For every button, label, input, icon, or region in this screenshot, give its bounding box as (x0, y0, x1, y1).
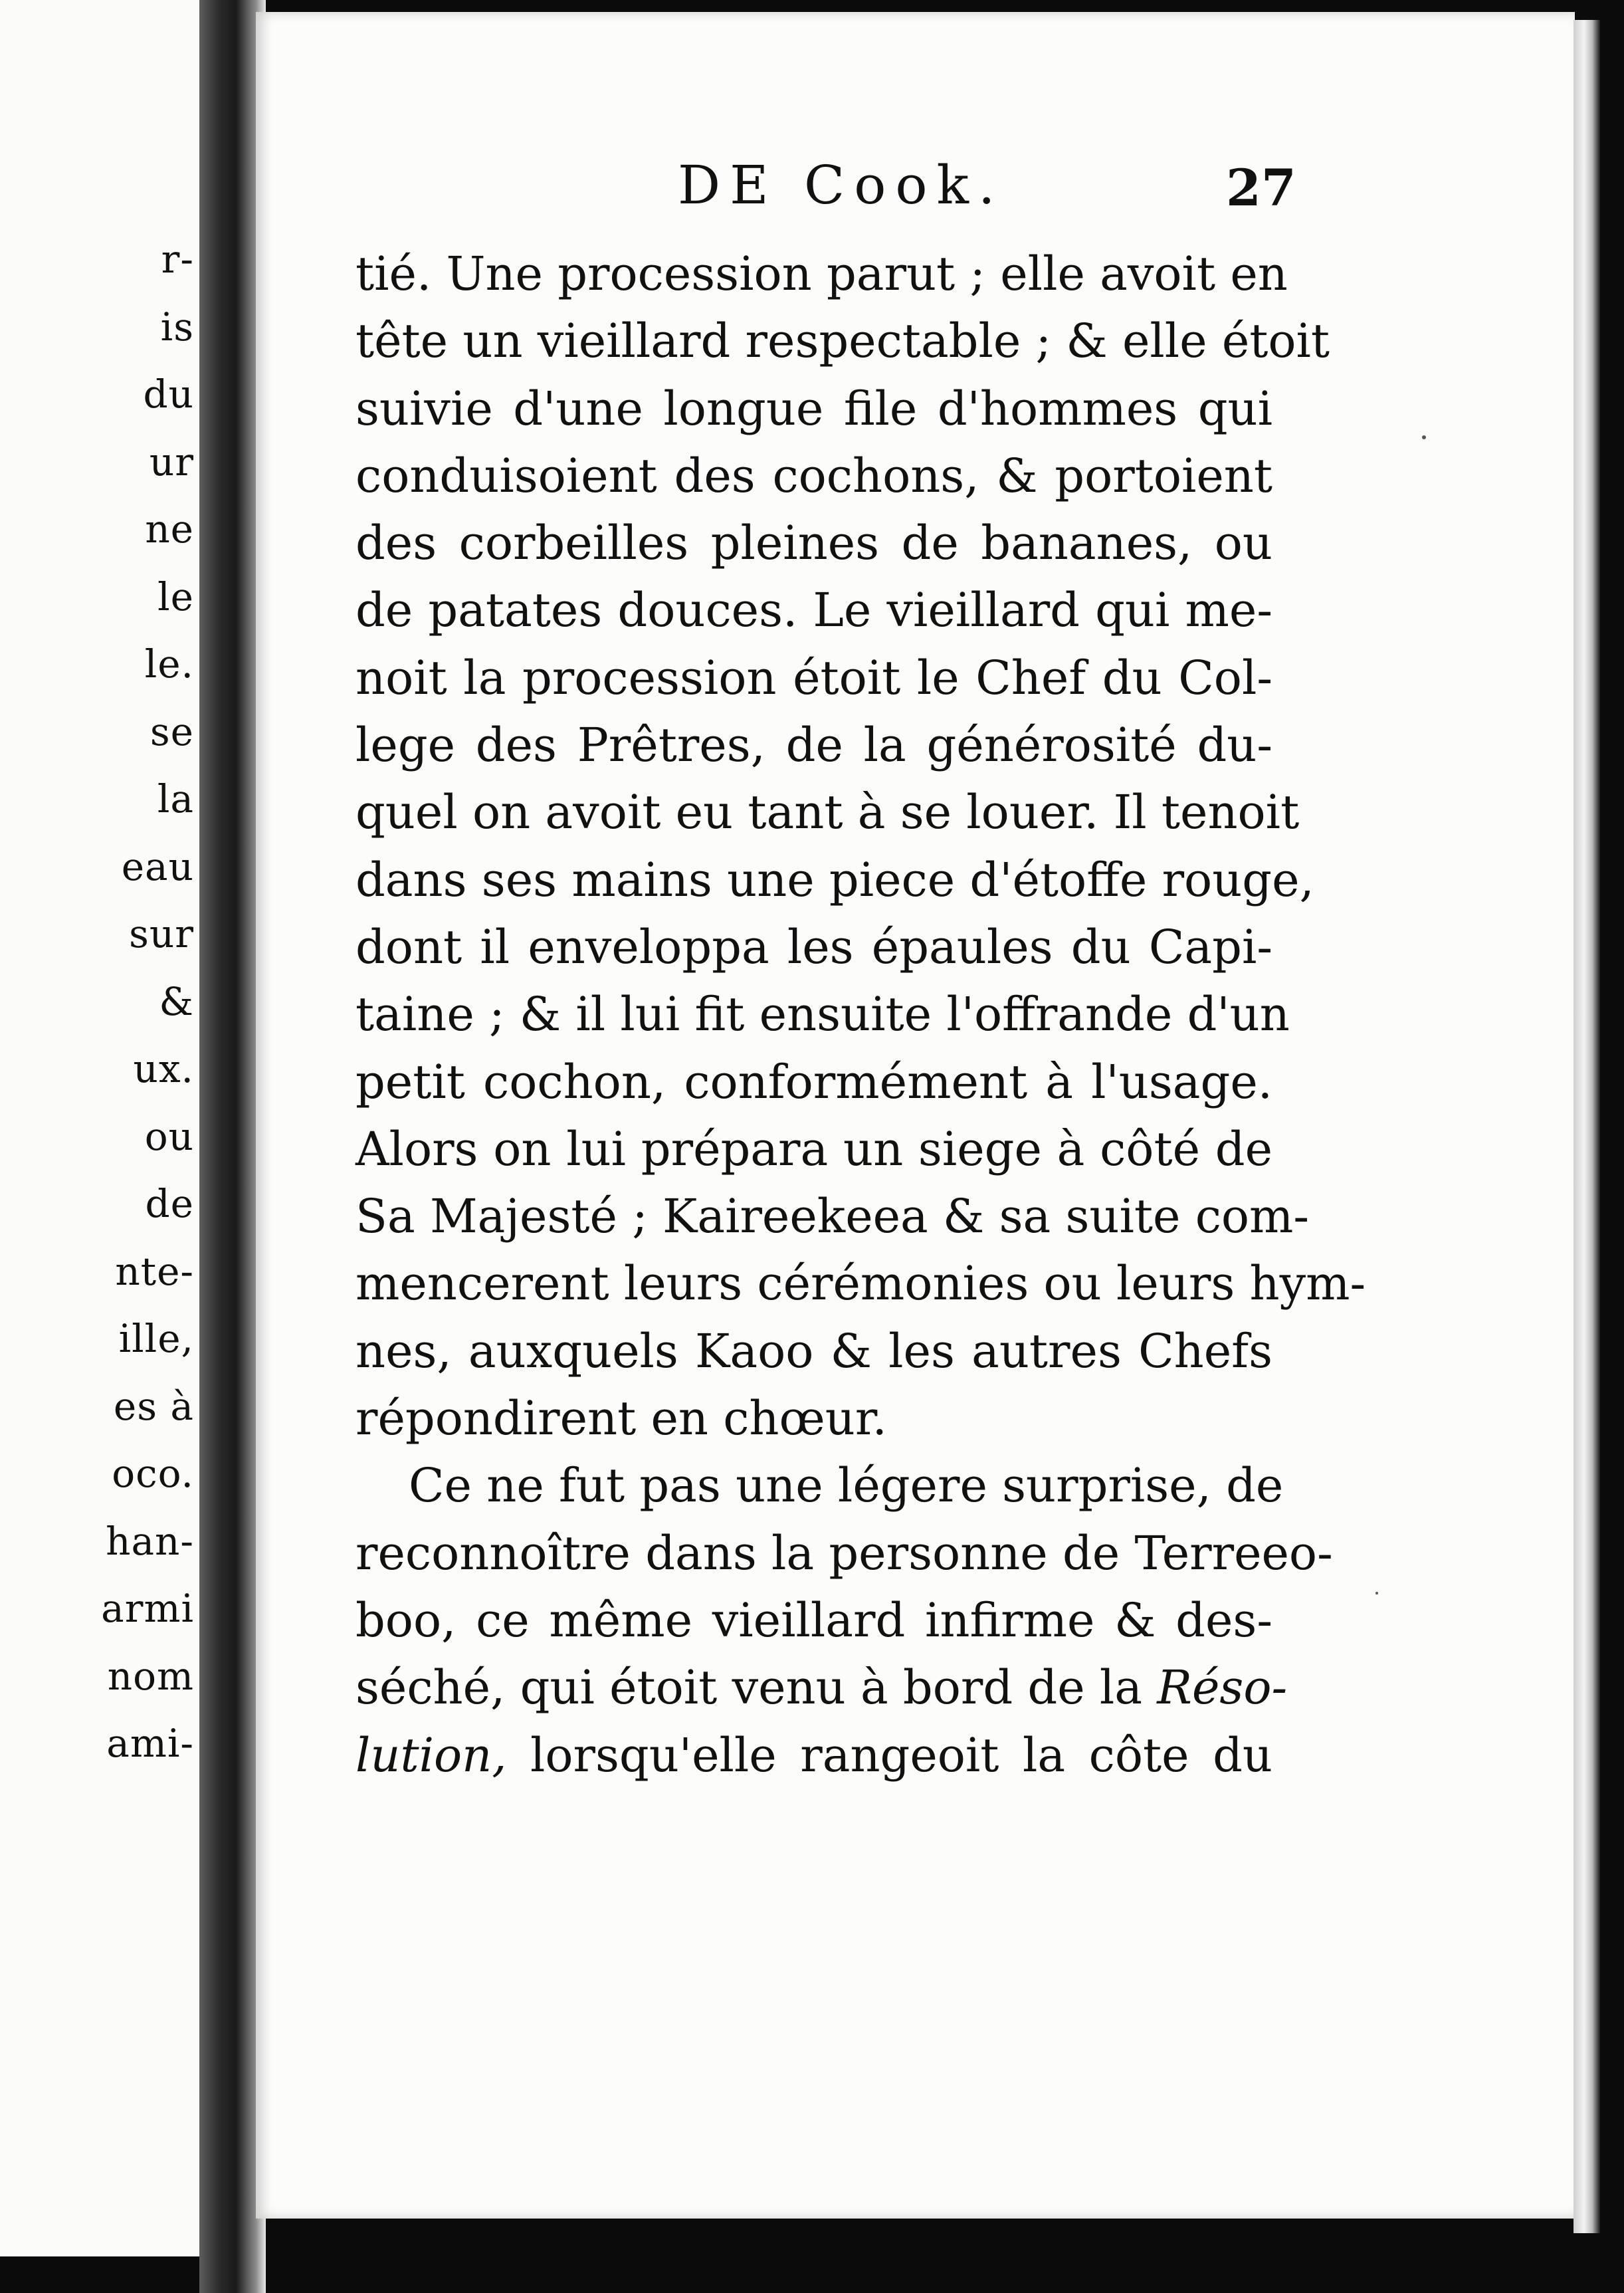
text-line: des corbeilles pleines de bananes, ou (355, 516, 1272, 571)
text-line: Alors on lui prépara un siege à côté de (355, 1121, 1272, 1176)
text-line: de patates douces. Le vieillard qui me- (355, 583, 1272, 638)
previous-page-fragment: ille, (118, 1316, 194, 1361)
previous-page-fragment: sur (129, 911, 194, 956)
text-line: tête un vieillard respectable ; & elle étoit (355, 314, 1330, 369)
previous-page-fragment: le. (144, 641, 194, 687)
running-head-prefix: DE (678, 154, 778, 216)
running-head (678, 154, 1004, 216)
text-line: mencerent leurs cérémonies ou leurs hym- (355, 1256, 1366, 1311)
previous-page-fragment: is (160, 304, 194, 350)
previous-page-fragment: ami- (106, 1721, 194, 1766)
previous-page-fragment: nom (107, 1653, 194, 1699)
text-line (355, 1722, 1272, 1789)
text-line: nes, auxquels Kaoo & les autres Chefs (355, 1323, 1272, 1378)
text-line (355, 1654, 1288, 1721)
text-line: Ce ne fut pas une légere surprise, de (409, 1458, 1284, 1513)
previous-page-fragment: & (159, 978, 194, 1024)
previous-page-fragment: la (157, 776, 194, 821)
previous-page-fragment: r- (161, 237, 194, 282)
text-line: lege des Prêtres, de la générosité du- (355, 718, 1272, 773)
previous-page-fragment: han- (106, 1518, 194, 1564)
previous-page (0, 0, 211, 2256)
previous-page-fragment: ur (149, 439, 194, 485)
italic-word: Réso- (1157, 1660, 1288, 1715)
text-line: Sa Majesté ; Kaireekeea & sa suite com- (355, 1189, 1310, 1244)
running-head-name: Cook. (803, 154, 1005, 216)
previous-page-fragment: se (150, 709, 194, 754)
previous-page-fragment: nte- (115, 1248, 194, 1294)
text-line: suivie d'une longue file d'hommes qui (355, 381, 1272, 436)
text-line: reconnoître dans la personne de Terreeo- (355, 1525, 1333, 1581)
paper-speck (1375, 1592, 1378, 1594)
text-segment: lorsqu'elle rangeoit la côte du (506, 1727, 1272, 1783)
text-line: petit cochon, conformément à l'usage. (355, 1054, 1272, 1109)
text-line: boo, ce même vieillard infirme & des- (355, 1592, 1272, 1648)
previous-page-fragment: oco. (112, 1451, 194, 1496)
page-edge (1573, 20, 1600, 2233)
text-line: quel on avoit eu tant à se louer. Il tenoit (355, 785, 1300, 840)
previous-page-fragment: es à (113, 1383, 194, 1429)
previous-page-text (101, 226, 194, 1778)
previous-page-fragment: ne (145, 506, 194, 552)
previous-page-fragment: de (145, 1181, 194, 1226)
previous-page-fragment: ou (144, 1113, 194, 1159)
previous-page-fragment: ux. (133, 1046, 194, 1091)
previous-page-fragment: armi (101, 1586, 194, 1631)
previous-page-fragment: le (157, 574, 194, 619)
body-text (355, 241, 1366, 1789)
text-line: répondirent en chœur. (355, 1391, 887, 1446)
text-segment: séché, qui étoit venu à bord de la (355, 1660, 1158, 1715)
previous-page-fragment: du (143, 372, 194, 417)
text-line: dans ses mains une piece d'étoffe rouge, (355, 852, 1314, 907)
text-line: dont il enveloppa les épaules du Capi- (355, 919, 1272, 974)
text-line: noit la procession étoit le Chef du Col- (355, 650, 1272, 705)
text-line: tié. Une procession parut ; elle avoit en (355, 247, 1288, 301)
text-line: taine ; & il lui fit ensuite l'offrande d'un (355, 987, 1290, 1042)
page-number: 27 (1226, 158, 1296, 217)
previous-page-fragment: eau (121, 843, 194, 889)
paper-speck (1422, 435, 1426, 439)
italic-word: lution, (355, 1727, 507, 1783)
text-line: conduisoient des cochons, & portoient (355, 448, 1272, 503)
